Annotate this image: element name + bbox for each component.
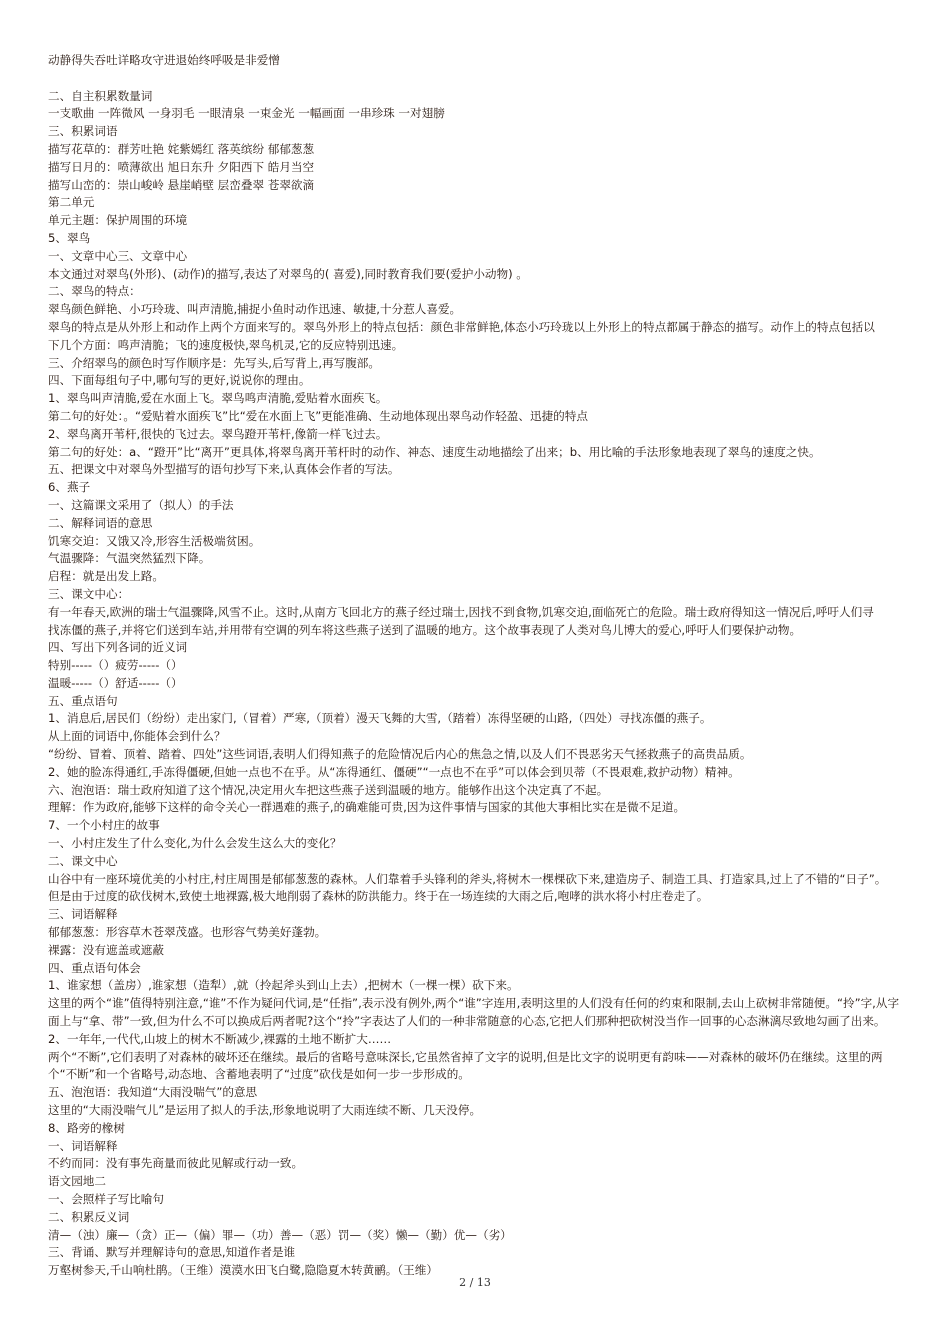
- text-line: “纷纷、冒着、顶着、踏着、四处”这些词语,表明人们得知燕子的危险情况后内心的焦急之情,以及人们不畏恶劣天气拯救燕子的高贵品质。: [48, 747, 752, 762]
- text-line: 描写日月的：喷薄欲出 旭日东升 夕阳西下 皓月当空: [48, 159, 315, 174]
- text-line: 二、积累反义词: [48, 1209, 130, 1224]
- text-line: 二、翠鸟的特点：: [48, 284, 141, 299]
- text-line: 翠鸟的特点是从外形上和动作上两个方面来写的。翠鸟外形上的特点包括：颜色非常鲜艳,体态小巧玲珑以上外形上的特点都属于静态的描写。动作上的特点包括以: [48, 319, 875, 334]
- text-line: 三、介绍翠鸟的颜色时写作顺序是：先写头,后写背上,再写腹部。: [48, 355, 380, 370]
- text-line: 面上与“拿、带”一致,但为什么不可以换成后两者呢?这个“拎”字表达了人们的一种非常随意的心态,它把人们那种把砍树没当作一回事的心态淋漓尽致地勾画了出来。: [48, 1014, 886, 1029]
- text-line: 单元主题：保护周围的环境: [48, 213, 188, 228]
- text-line: 本文通过对翠鸟(外形)、(动作)的描写,表达了对翠鸟的( 喜爱),同时教育我们要(爱护小动物) 。: [48, 266, 528, 281]
- text-line: 五、泡泡语：我知道“大雨没喘气”的意思: [48, 1085, 258, 1100]
- text-line: 四、下面每组句子中,哪句写的更好,说说你的理由。: [48, 373, 311, 388]
- text-line: 山谷中有一座环境优美的小村庄,村庄周围是郁郁葱葱的森林。人们靠着手头锋利的斧头,将树木一棵棵砍下来,建造房子、制造工具、打造家具,过上了不错的“日子”。: [48, 871, 887, 886]
- text-line: 下几个方面：鸣声清脆；飞的速度极快,翠鸟机灵,它的反应特别迅速。: [48, 337, 404, 352]
- text-line: 四、写出下列各词的近义词: [48, 640, 188, 655]
- text-line: 四、重点语句体会: [48, 960, 141, 975]
- text-line: 1、消息后,居民们（纷纷）走出家门,（冒着）严寒,（顶着）漫天飞舞的大雪,（踏着）冻得坚硬的山路,（四处）寻找冻僵的燕子。: [48, 711, 712, 726]
- text-line: 一、会照样子写比喻句: [48, 1192, 164, 1206]
- text-line: 语文园地二: [48, 1174, 106, 1189]
- text-line: 两个“不断”,它们表明了对森林的破坏还在继续。最后的省略号意味深长,它虽然省掉了文字的说明,但是比文字的说明更有韵味——对森林的破坏仍在继续。这里的两: [48, 1049, 883, 1064]
- text-line: 第二单元: [48, 195, 95, 210]
- text-line: 2、一年年,一代代,山坡上的树木不断减少,裸露的土地不断扩大……: [48, 1031, 392, 1046]
- text-line: 清—（浊）廉—（贪）正—（偏）罪—（功）善—（恶）罚—（奖）懒—（勤）优—（劣）: [48, 1227, 512, 1242]
- text-line: 这里的“大雨没喘气儿”是运用了拟人的手法,形象地说明了大雨连续不断、几天没停。: [48, 1103, 482, 1118]
- text-line: 气温骤降：气温突然猛烈下降。: [48, 551, 211, 566]
- text-line: 2、翠鸟离开苇杆,很快的飞过去。翠鸟蹬开苇杆,像箭一样飞过去。: [48, 426, 388, 441]
- text-line: 六、泡泡语：瑞士政府知道了这个情况,决定用火车把这些燕子送到温暖的地方。能够作出这个决定真了不起。: [48, 782, 609, 797]
- text-line: 但是由于过度的砍伐树木,致使土地裸露,极大地削弱了森林的防洪能力。终于在一场连续的大雨之后,咆哮的洪水将小村庄卷走了。: [48, 889, 709, 904]
- text-line: 裸露：没有遮盖或遮蔽: [48, 942, 164, 957]
- text-line: 三、词语解释: [48, 907, 118, 922]
- text-line: 温暖-----（）舒适-----（）: [48, 675, 183, 690]
- text-line: 二、解释词语的意思: [48, 515, 153, 530]
- text-line: 郁郁葱葱：形容草木苍翠茂盛。也形容气势美好蓬勃。: [48, 925, 327, 940]
- text-line: 三、积累词语: [48, 124, 118, 139]
- text-line: 动静得失吞吐详略攻守进退始终呼吸是非爱憎: [48, 53, 280, 67]
- text-line: 1、谁家想（盖房）,谁家想（造犁）,就（拎起斧头到山上去）,把树木（一棵一棵）砍下来。: [48, 978, 519, 993]
- text-line: 5、翠鸟: [48, 230, 91, 245]
- text-line: 万壑树参天,千山响杜鹃。（王维）漠漠水田飞白鹭,隐隐夏木转黄鹂。（王维）: [48, 1263, 438, 1278]
- text-line: 从上面的词语中,你能体会到什么？: [48, 729, 226, 744]
- document-body: [48, 52, 908, 1280]
- text-line: 三、课文中心：: [48, 586, 130, 601]
- text-line: 一、小村庄发生了什么变化,为什么会发生这么大的变化？: [48, 836, 342, 851]
- text-line: 有一年春天,欧洲的瑞士气温骤降,风雪不止。这时,从南方飞回北方的燕子经过瑞士,因找不到食物,饥寒交迫,面临死亡的危险。瑞士政府得知这一情况后,呼吁人们寻: [48, 604, 874, 619]
- text-line: 不约而同：没有事先商量而彼此见解或行动一致。: [48, 1156, 304, 1171]
- text-line: 描写花草的：群芳吐艳 姹紫嫣红 落英缤纷 郁郁葱葱: [48, 141, 315, 156]
- text-line: 五、重点语句: [48, 693, 118, 708]
- text-line: 1、翠鸟叫声清脆,爱在水面上飞。翠鸟鸣声清脆,爱贴着水面疾飞。: [48, 391, 388, 406]
- text-line: 第二句的好处：a、“蹬开”比“离开”更具体,将翠鸟离开苇杆时的动作、神态、速度生动地描绘了出来；b、用比喻的手法形象地表现了翠鸟的速度之快。: [48, 444, 821, 459]
- text-line: 饥寒交迫：又饿又冷,形容生活极端贫困。: [48, 533, 261, 548]
- text-line: 二、自主积累数量词: [48, 88, 153, 103]
- text-line: 8、路旁的橡树: [48, 1120, 125, 1135]
- text-line: 6、燕子: [48, 480, 91, 495]
- text-line: 翠鸟颜色鲜艳、小巧玲珑、叫声清脆,捕捉小鱼时动作迅速、敏捷,十分惹人喜爱。: [48, 302, 462, 317]
- text-line: 启程：就是出发上路。: [48, 569, 164, 584]
- text-line: 一支歌曲 一阵微风 一身羽毛 一眼清泉 一束金光 一幅画面 一串珍珠 一对翅膀: [48, 106, 445, 121]
- text-line: 一、这篇课文采用了（拟人）的手法: [48, 497, 234, 512]
- text-line: 描写山峦的：崇山峻岭 悬崖峭壁 层峦叠翠 苍翠欲滴: [48, 177, 315, 192]
- text-line: 7、一个小村庄的故事: [48, 818, 160, 833]
- text-line: 一、文章中心三、文章中心: [48, 248, 188, 263]
- text-line: 2、她的脸冻得通红,手冻得僵硬,但她一点也不在乎。从“冻得通红、僵硬”“一点也不在乎”可以体会到贝蒂（不畏艰难,救护动物）精神。: [48, 764, 740, 779]
- text-line: 三、背诵、默写并理解诗句的意思,知道作者是谁: [48, 1245, 296, 1260]
- text-line: 这里的两个“谁”值得特别注意,“谁”不作为疑问代词,是“任指”,表示没有例外,两个“谁”字连用,表明这里的人们没有任何的约束和限制,去山上砍树非常随便。“拎”字,从字: [48, 996, 900, 1011]
- text-line: 特别-----（）疲劳-----（）: [48, 658, 183, 673]
- blank-line: [48, 70, 908, 88]
- text-line: 五、把课文中对翠鸟外型描写的语句抄写下来,认真体会作者的写法。: [48, 462, 400, 477]
- page-number: 2 / 13: [459, 1276, 491, 1289]
- text-line: 一、词语解释: [48, 1138, 118, 1153]
- text-line: 找冻僵的燕子,并将它们送到车站,并用带有空调的列车将这些燕子送到了温暖的地方。这个故事表现了人类对鸟儿博大的爱心,呼吁人们要保护动物。: [48, 622, 802, 637]
- text-line: 理解：作为政府,能够下这样的命令关心一群遇难的燕子,的确难能可贵,因为这件事情与国家的其他大事相比实在是微不足道。: [48, 800, 686, 815]
- text-line: 二、课文中心: [48, 853, 118, 868]
- text-line: 个“不断”和一个省略号,动态地、含蓄地表明了“过度”砍伐是如何一步一步形成的。: [48, 1067, 470, 1082]
- text-line: 第二句的好处：。“爱贴着水面疾飞”比“爱在水面上飞”更能准确、生动地体现出翠鸟动作轻盈、迅捷的特点: [48, 408, 588, 423]
